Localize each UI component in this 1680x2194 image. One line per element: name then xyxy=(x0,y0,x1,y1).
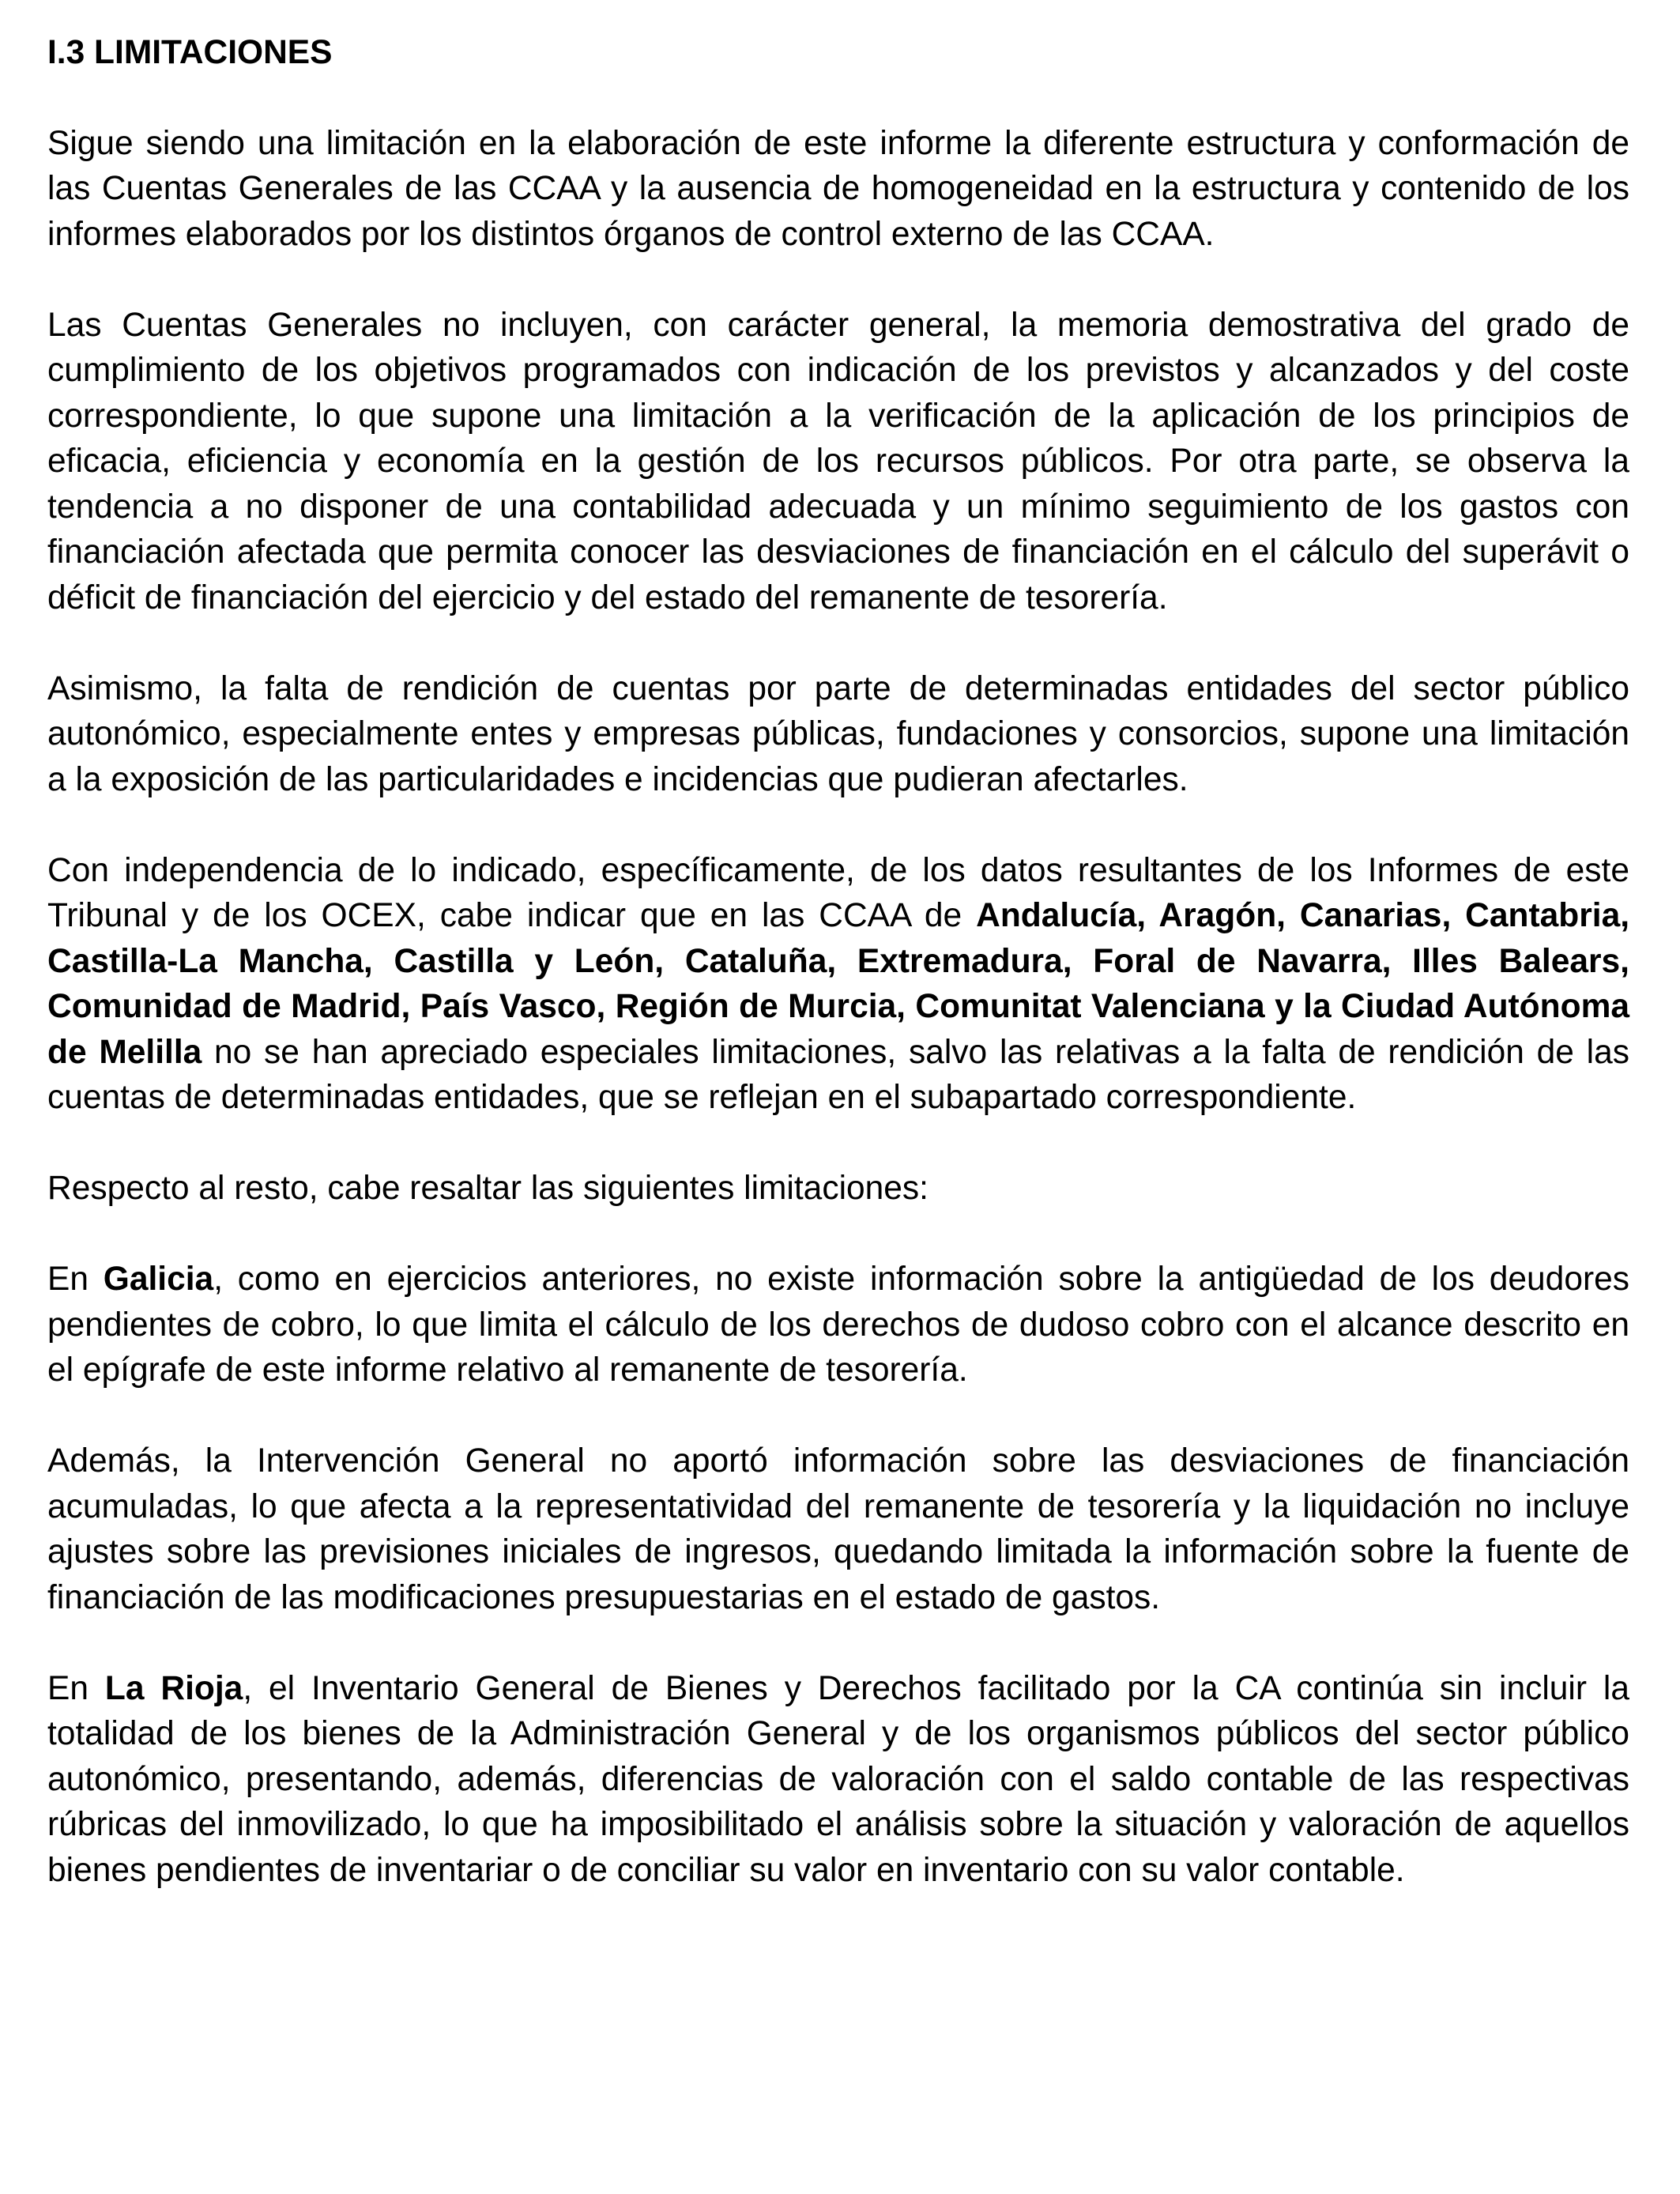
paragraph-intro-text: Con independencia de lo indicado, específicamente, de los datos resultantes de los Informes de este Tribunal y de los OCEX, cabe indicar que en las CCAA de xyxy=(47,851,1629,934)
galicia-prefix: En xyxy=(47,1261,104,1298)
la-rioja-prefix: En xyxy=(47,1669,105,1707)
paragraph-remaining-intro: Respecto al resto, cabe resaltar las siguientes limitaciones: xyxy=(47,1170,929,1207)
paragraph-regions-without-limitations xyxy=(47,848,1629,1121)
paragraph-galicia xyxy=(47,1257,1629,1393)
la-rioja-text: , el Inventario General de Bienes y Derechos facilitado por la CA continúa sin incluir la totalidad de los bienes de la Administración General y de los organismos públicos del sector público autonómico, presentando, además, diferencias de valoración con el saldo contable de las respectivas rúbricas del inmovilizado, lo que ha imposibilitado el análisis sobre la situación y valoración de aquellos bienes pendientes de inventariar o de conciliar su valor en inventario con su valor contable. xyxy=(47,1669,1629,1889)
regions-list: Andalucía, Aragón, Canarias, Cantabria, Castilla-La Mancha, Castilla y León, Cataluña, Extremadura, Foral de Navarra, Illes Balears, Comunidad de Madrid, País Vasco, Región de Murcia, Comunitat Valenciana y la Ciudad Autónoma de Melilla xyxy=(47,897,1630,1071)
document-page xyxy=(47,30,1629,1939)
section-heading: I.3 LIMITACIONES xyxy=(47,34,333,71)
galicia-text: , como en ejercicios anteriores, no existe información sobre la antigüedad de los deudores pendientes de cobro, lo que limita el cálculo de los derechos de dudoso cobro con el alcance descrito en el epígrafe de este informe relativo al remanente de tesorería. xyxy=(47,1261,1629,1389)
paragraph-la-rioja xyxy=(47,1666,1629,1894)
paragraph-outro-text: no se han apreciado especiales limitaciones, salvo las relativas a la falta de rendición de las cuentas de determinadas entidades, que se reflejan en el subapartado correspondiente. xyxy=(47,1033,1629,1116)
paragraph-general-accounts: Las Cuentas Generales no incluyen, con carácter general, la memoria demostrativa del grado de cumplimiento de los objetivos programados con indicación de los previstos y alcanzados y del coste correspondiente, lo que supone una limitación a la verificación de la aplicación de los principios de eficacia, eficiencia y economía en la gestión de los recursos públicos. Por otra parte, se observa la tendencia a no disponer de una contabilidad adecuada y un mínimo seguimiento de los gastos con financiación afectada que permita conocer las desviaciones de financiación en el cálculo del superávit o déficit de financiación del ejercicio y del estado del remanente de tesorería. xyxy=(47,306,1629,616)
paragraph-intervention-general: Además, la Intervención General no aportó información sobre las desviaciones de financiación acumuladas, lo que afecta a la representatividad del remanente de tesorería y la liquidación no incluye ajustes sobre las previsiones iniciales de ingresos, quedando limitada la información sobre la fuente de financiación de las modificaciones presupuestarias en el estado de gastos. xyxy=(47,1442,1629,1616)
region-galicia: Galicia xyxy=(103,1261,214,1298)
paragraph-accountability: Asimismo, la falta de rendición de cuentas por parte de determinadas entidades del sector público autonómico, especialmente entes y empresas públicas, fundaciones y consorcios, supone una limitación a la exposición de las particularidades e incidencias que pudieran afectarles. xyxy=(47,669,1629,798)
paragraph-structure-limitation: Sigue siendo una limitación en la elaboración de este informe la diferente estructura y conformación de las Cuentas Generales de las CCAA y la ausencia de homogeneidad en la estructura y contenido de los informes elaborados por los distintos órganos de control externo de las CCAA. xyxy=(47,124,1629,253)
region-la-rioja: La Rioja xyxy=(104,1669,243,1707)
